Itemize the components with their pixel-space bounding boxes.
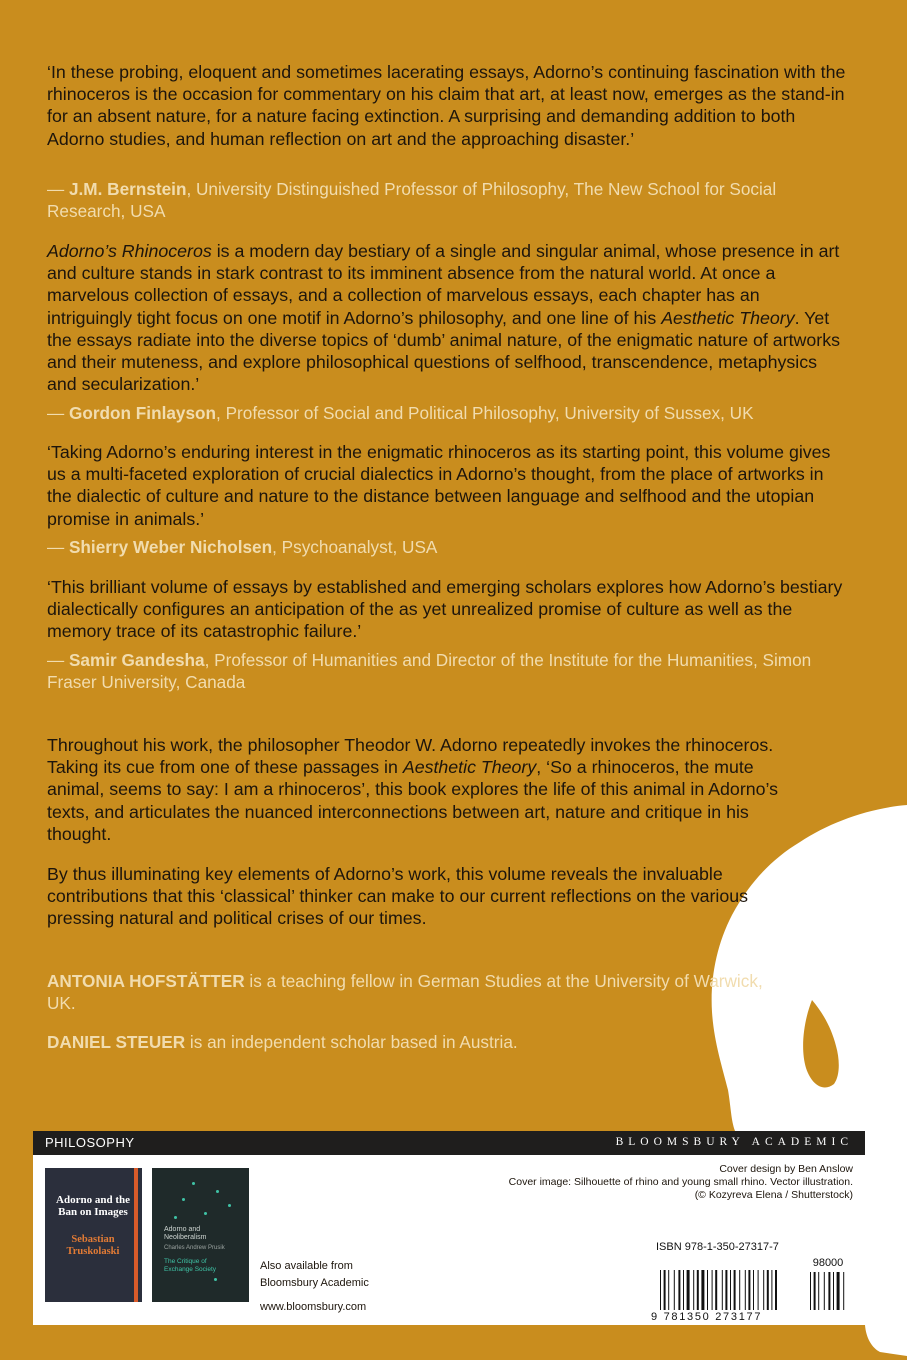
related-book-cover-2[interactable] [152, 1168, 249, 1302]
isbn-label: ISBN 978-1-350-27317-7 [656, 1241, 779, 1253]
quote-4: ‘This brilliant volume of essays by established and emerging scholars explores how Adorno’s bestiary dialectically configures an anticipation of the as yet unrealized promise of culture as well as the memory trace of its catastrophic failure.’ [47, 577, 843, 642]
quote-4-attribution: — Samir Gandesha, Professor of Humanities and Director of the Institute for the Humanities, Simon Fraser University, Canada [47, 650, 812, 693]
description-paragraph-1: Throughout his work, the philosopher Theodor W. Adorno repeatedly invokes the rhinoceros. Taking its cue from one of these passages in Aesthetic Theory, ‘So a rhinoceros, the mute animal, seems to say: I am a rhinoceros’, this book explores the life of this animal in Adorno’s texts, and articulates the nuanced interconnections between art, nature and critique in his thought. [47, 735, 779, 844]
category-label: PHILOSOPHY [45, 1135, 135, 1150]
also-available-line-2: Bloomsbury Academic [260, 1277, 369, 1289]
related-book-2-subtitle: The Critique of Exchange Society [164, 1258, 217, 1273]
cover-credits: Cover design by Ben Anslow Cover image: Silhouette of rhino and young small rhino. Vector illustration. (© Kozyreva Elena / Shutterstock) [508, 1163, 853, 1201]
related-book-2-author: Charles Andrew Prusik [164, 1245, 225, 1251]
footer-panel [33, 1155, 865, 1325]
cover-accent-strip [134, 1168, 138, 1302]
quote-3: ‘Taking Adorno’s enduring interest in the enigmatic rhinoceros as its starting point, this volume gives us a multi-faceted exploration of crucial dialectics in Adorno’s thought, from the place of artworks in the dialectic of culture and nature to the distance between language and selfhood and the utopian promise in animals.’ [47, 442, 831, 529]
barcode-number: 9 781350 273177 [651, 1311, 763, 1323]
bio-daniel-steuer: DANIEL STEUER is an independent scholar based in Austria. [47, 1032, 518, 1052]
publisher-name: BLOOMSBURY ACADEMIC [615, 1136, 853, 1148]
related-book-1-title: Adorno and the Ban on Images [56, 1194, 130, 1218]
description-paragraph-2: By thus illuminating key elements of Adorno’s work, this volume reveals the invaluable contributions that this ‘classical’ thinker can make to our current reflections on the various pressing natural and political crises of our times. [47, 864, 749, 929]
category-bar [33, 1131, 865, 1155]
related-book-2-title: Adorno and Neoliberalism [164, 1226, 207, 1241]
related-book-cover-1[interactable] [45, 1168, 142, 1302]
bio-antonia-hofstatter: ANTONIA HOFSTÄTTER is a teaching fellow in German Studies at the University of Warwick, UK. [47, 971, 763, 1014]
quote-1: ‘In these probing, eloquent and sometimes lacerating essays, Adorno’s continuing fascination with the rhinoceros is the occasion for commentary on his claim that art, at least now, emerges as the stand-in for an absent nature, for a nature facing extinction. A surprising and demanding addition to both Adorno studies, and human reflection on art and the approaching disaster.’ [47, 62, 846, 149]
quote-1-attribution: — J.M. Bernstein, University Distinguished Professor of Philosophy, The New School for Social Research, USA [47, 179, 777, 222]
price-code: 98000 [812, 1257, 844, 1269]
also-available-line-1: Also available from [260, 1260, 353, 1272]
quote-2-attribution: — Gordon Finlayson, Professor of Social and Political Philosophy, University of Sussex, UK [47, 403, 754, 423]
quote-2: Adorno’s Rhinoceros is a modern day bestiary of a single and singular animal, whose presence in art and culture stands in stark contrast to its imminent absence from the natural world. At once a marvelous collection of essays, and a collection of marvelous essays, each chapter has an intriguingly tight focus on one motif in Adorno’s philosophy, and one line of his Aesthetic Theory. Yet the essays radiate into the diverse topics of ‘dumb’ animal nature, of the enigmatic nature of artworks and their muteness, and explore philosophical questions of selfhood, transcendence, metaphysics and secularization.’ [47, 241, 840, 395]
publisher-website[interactable]: www.bloomsbury.com [260, 1301, 367, 1313]
quote-3-attribution: — Shierry Weber Nicholsen, Psychoanalyst, USA [47, 537, 438, 557]
barcode [658, 1254, 848, 1310]
related-book-1-author: Sebastian Truskolaski [66, 1234, 120, 1257]
